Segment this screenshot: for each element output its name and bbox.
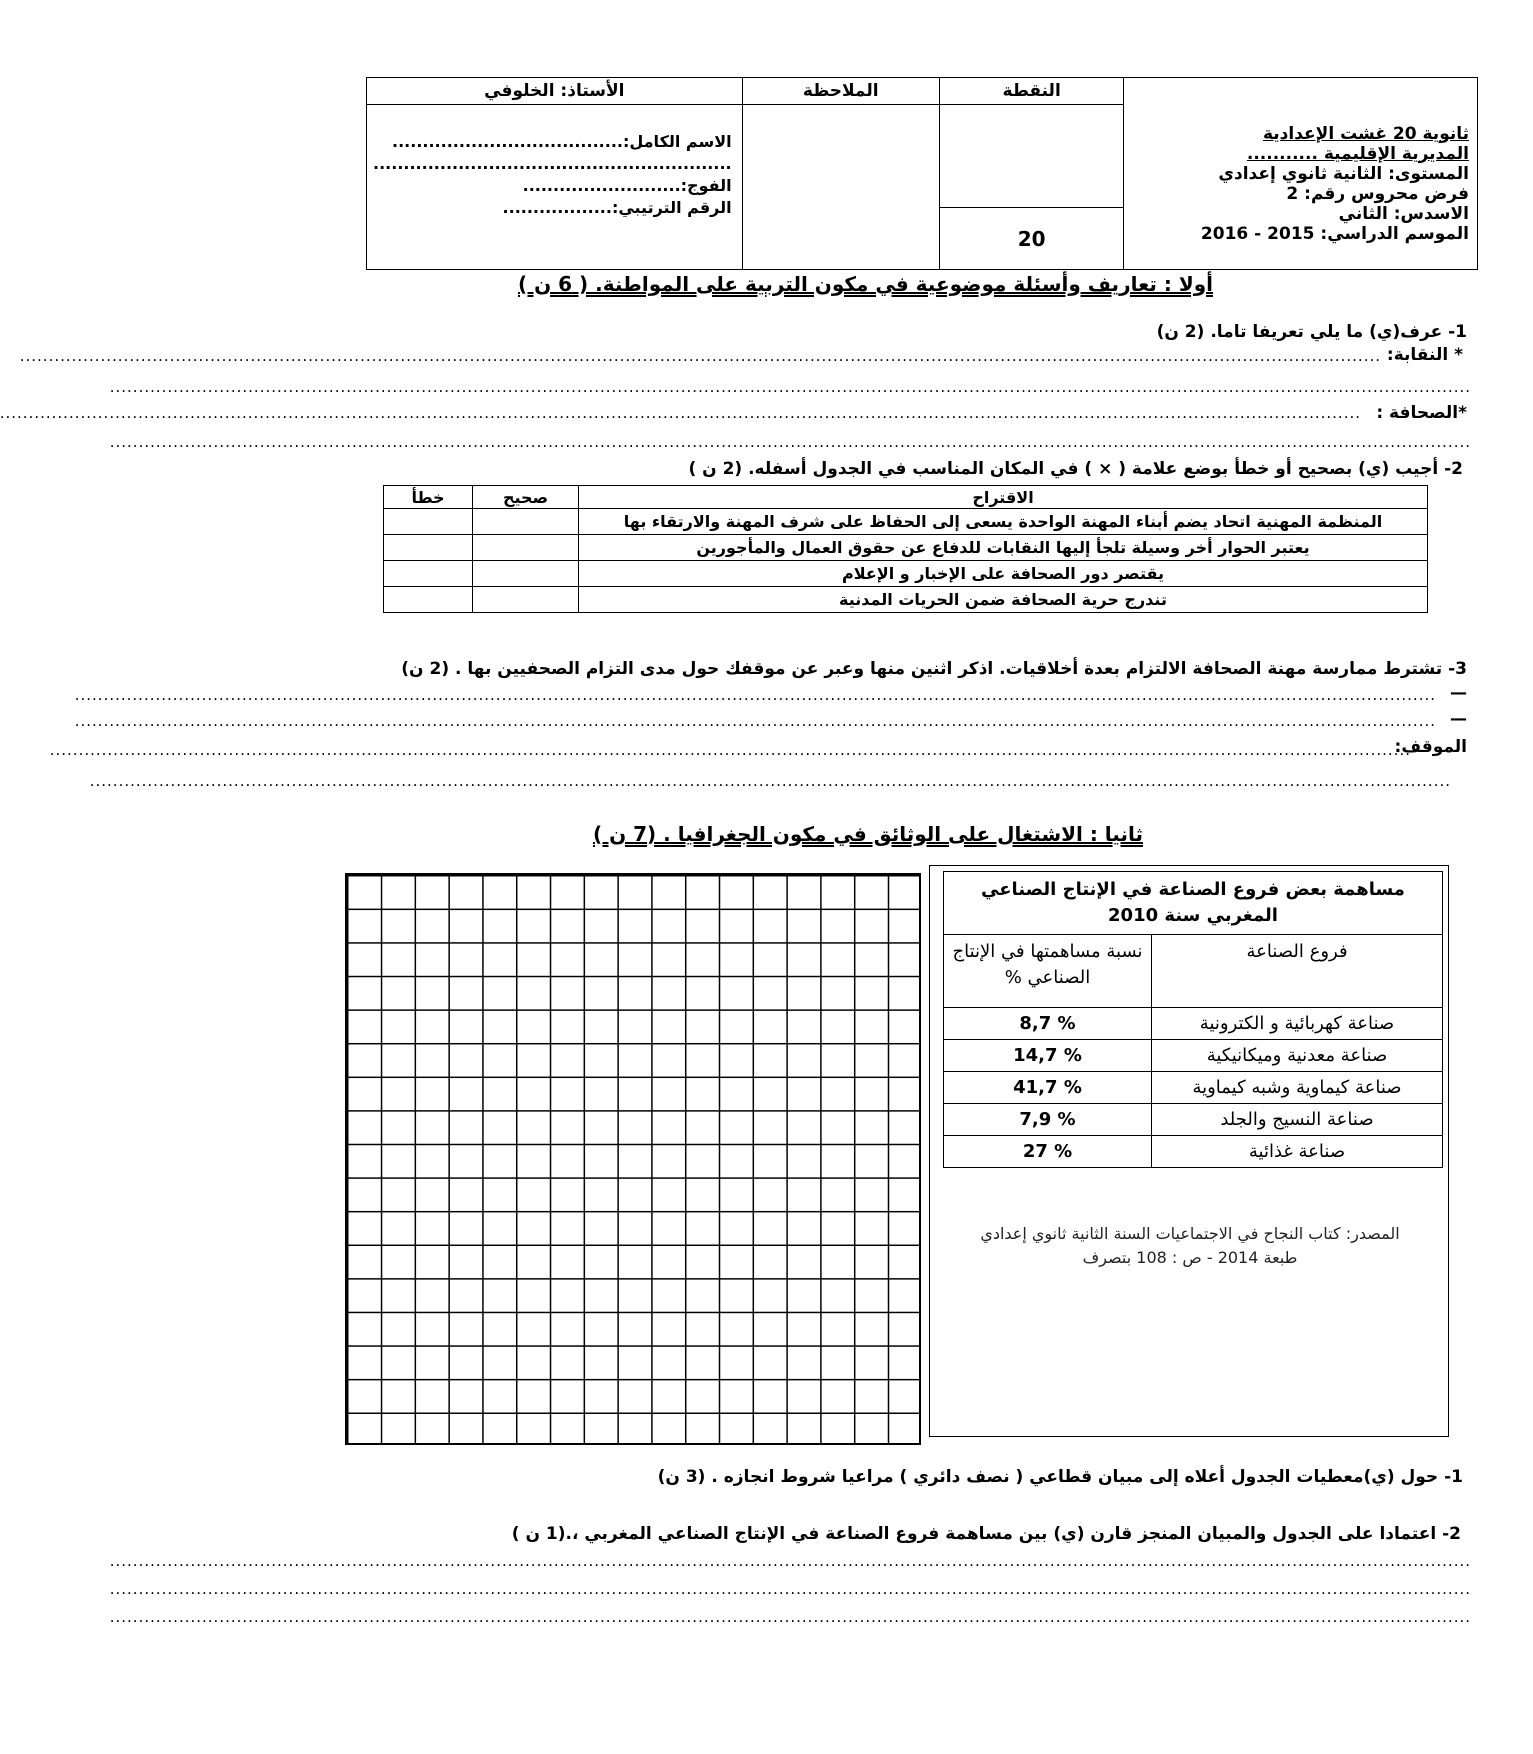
- statement-4: تندرج حرية الصحافة ضمن الحريات المدنية: [579, 587, 1428, 613]
- compare-line-1[interactable]: ............................................................................................................................................................................................................................................: [109, 1552, 1471, 1570]
- ethics-line-1[interactable]: ............................................................................................................................................................................................................................................: [74, 686, 1436, 704]
- branch-3: صناعة كيماوية وشبه كيماوية: [1152, 1072, 1443, 1104]
- industry-table: [943, 871, 1443, 1168]
- answer-line-syndicate[interactable]: ............................................................................................................................................................................................................................................: [19, 347, 1381, 365]
- source-note: [940, 1222, 1440, 1270]
- school-year: الموسم الدراسي: 2015 - 2016: [1200, 223, 1469, 244]
- true-false-table: [383, 485, 1428, 613]
- school-info-cell: [1124, 78, 1478, 270]
- s2-q1-text: 1- حول (ي)معطيات الجدول أعلاه إلى مبيان قطاعي ( نصف دائري ) مراعيا شروط انجازه . (3 ن): [657, 1467, 1463, 1487]
- source-line-2: طبعة 2014 - ص : 108 بتصرف: [1082, 1248, 1298, 1267]
- ethics-line-2[interactable]: ............................................................................................................................................................................................................................................: [74, 712, 1436, 730]
- s2-q2-text: 2- اعتمادا على الجدول والمبيان المنجز قارن (ي) بين مساهمة فروع الصناعة في الإنتاج الصناعي المغربي ،.(1 ن ): [511, 1524, 1461, 1544]
- graph-paper-grid[interactable]: [345, 873, 921, 1445]
- remark-label: الملاحظة: [742, 78, 939, 105]
- true-box-2[interactable]: [473, 535, 579, 561]
- col-false: خطأ: [384, 486, 473, 509]
- share-1: % 8,7: [944, 1008, 1152, 1040]
- true-box-3[interactable]: [473, 561, 579, 587]
- semester: الاسدس: الثاني: [1338, 203, 1469, 224]
- q2-text: 2- أجيب (ي) بصحيح أو خطأ بوضع علامة ( × ) في المكان المناسب في الجدول أسفله. (2 ن ): [688, 459, 1463, 479]
- branch-4: صناعة النسيج والجلد: [1152, 1104, 1443, 1136]
- order-number-field[interactable]: الرقم الترتيبي:..................: [502, 198, 732, 217]
- col-share-header: نسبة مساهمتها في الإنتاج الصناعي %: [944, 935, 1152, 1008]
- compare-line-2[interactable]: ............................................................................................................................................................................................................................................: [109, 1580, 1471, 1598]
- position-label: الموقف:: [1394, 737, 1467, 757]
- remark-input[interactable]: [742, 105, 939, 270]
- answer-line-syndicate-2[interactable]: ............................................................................................................................................................................................................................................: [109, 378, 1471, 396]
- col-proposal: الاقتراح: [579, 486, 1428, 509]
- position-line-2[interactable]: ............................................................................................................................................................................................................................................: [89, 772, 1451, 790]
- exam-number: فرض محروس رقم: 2: [1286, 183, 1469, 204]
- score-label: النقطة: [939, 78, 1124, 105]
- share-4: % 7,9: [944, 1104, 1152, 1136]
- bullet-1: —: [1450, 683, 1467, 703]
- header-table: [366, 77, 1478, 270]
- share-3: % 41,7: [944, 1072, 1152, 1104]
- position-line-1[interactable]: ............................................................................................................................................................................................................................................: [49, 741, 1411, 759]
- col-branch-header: فروع الصناعة: [1152, 935, 1443, 1008]
- true-box-4[interactable]: [473, 587, 579, 613]
- term-press: *الصحافة :: [1376, 403, 1467, 423]
- term-syndicate: * النقابة:: [1386, 345, 1463, 365]
- bullet-2: —: [1450, 709, 1467, 729]
- student-info-cell: [367, 105, 743, 270]
- col-true: صحيح: [473, 486, 579, 509]
- group-field[interactable]: الفوج:..........................: [522, 176, 732, 195]
- school-name: ثانوية 20 غشت الإعدادية: [1262, 123, 1469, 144]
- compare-line-3[interactable]: ............................................................................................................................................................................................................................................: [109, 1608, 1471, 1626]
- branch-2: صناعة معدنية وميكانيكية: [1152, 1040, 1443, 1072]
- share-5: % 27: [944, 1136, 1152, 1168]
- answer-line-press-2[interactable]: ............................................................................................................................................................................................................................................: [109, 433, 1471, 451]
- statement-3: يقتصر دور الصحافة على الإخبار و الإعلام: [579, 561, 1428, 587]
- statement-2: يعتبر الحوار أخر وسيلة تلجأ إليها النقابات للدفاع عن حقوق العمال والمأجورين: [579, 535, 1428, 561]
- true-box-1[interactable]: [473, 509, 579, 535]
- directorate: المديرية الإقليمية ...........: [1246, 143, 1469, 164]
- score-total: 20: [939, 208, 1124, 270]
- false-box-2[interactable]: [384, 535, 473, 561]
- answer-line-press[interactable]: ............................................................................................................................................................................................................................................: [0, 404, 1361, 422]
- teacher-label: الأستاذ: الخلوفي: [367, 78, 743, 105]
- level: المستوى: الثانية ثانوي إعدادي: [1218, 163, 1469, 184]
- q3-text: 3- تشترط ممارسة مهنة الصحافة الالتزام بعدة أخلاقيات. اذكر اثنين منها وعبر عن موقفك حول مدى التزام الصحفيين بها . (2 ن): [401, 659, 1467, 679]
- industry-table-caption: مساهمة بعض فروع الصناعة في الإنتاج الصناعي المغربي سنة 2010: [944, 872, 1443, 935]
- source-line-1: المصدر: كتاب النجاح في الاجتماعيات السنة الثانية ثانوي إعدادي: [980, 1224, 1400, 1243]
- statement-1: المنظمة المهنية اتحاد يضم أبناء المهنة الواحدة يسعى إلى الحفاظ على شرف المهنة والارتقاء بها: [579, 509, 1428, 535]
- section1-title: أولا : تعاريف وأسئلة موضوعية في مكون التربية على المواطنة. ( 6 ن ): [518, 272, 1213, 296]
- false-box-1[interactable]: [384, 509, 473, 535]
- score-input[interactable]: [939, 105, 1124, 208]
- full-name-field[interactable]: الاسم الكامل:......................................: [392, 132, 732, 151]
- false-box-3[interactable]: [384, 561, 473, 587]
- false-box-4[interactable]: [384, 587, 473, 613]
- q1-text: 1- عرف(ي) ما يلي تعريفا تاما. (2 ن): [1156, 322, 1467, 342]
- document-box: [929, 865, 1449, 1437]
- section2-title: ثانيا : الاشتغال على الوثائق في مكون الجغرافيا . (7 ن ): [592, 822, 1143, 846]
- share-2: % 14,7: [944, 1040, 1152, 1072]
- full-name-field-cont[interactable]: ...........................................................: [373, 154, 732, 173]
- branch-1: صناعة كهربائية و الكترونية: [1152, 1008, 1443, 1040]
- branch-5: صناعة غذائية: [1152, 1136, 1443, 1168]
